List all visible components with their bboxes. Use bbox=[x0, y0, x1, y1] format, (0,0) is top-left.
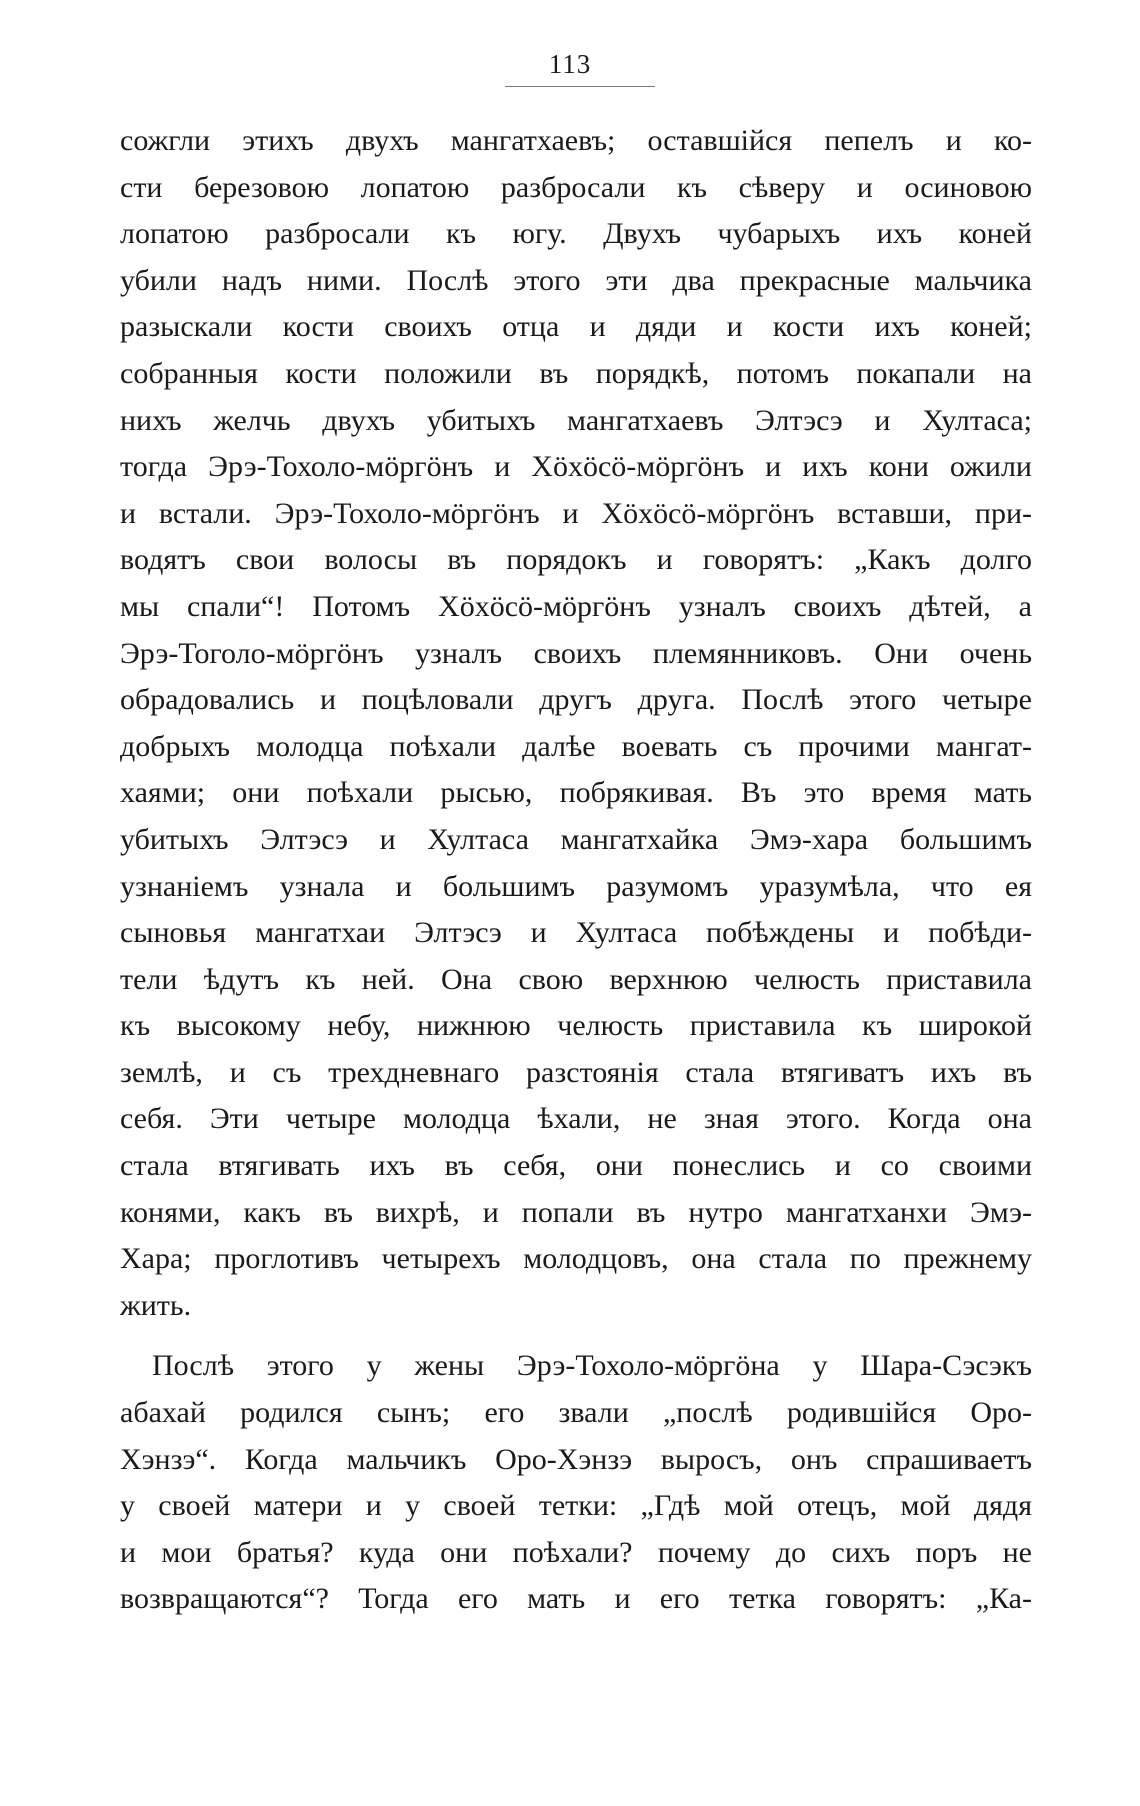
text-line: землѣ, и съ трехдневнаго разстоянія стала втягиватъ ихъ въ bbox=[120, 1055, 1032, 1089]
text-line: собранныя кости положили въ порядкѣ, потомъ покапали на bbox=[120, 356, 1032, 390]
text-line: конями, какъ въ вихрѣ, и попали въ нутро мангатханхи Эмэ- bbox=[120, 1195, 1032, 1229]
text-line: нихъ желчь двухъ убитыхъ мангатхаевъ Элтэсэ и Хултаса; bbox=[120, 403, 1032, 437]
text-line: къ высокому небу, нижнюю челюсть приставила къ широкой bbox=[120, 1009, 1032, 1043]
paragraph-gap bbox=[120, 1329, 1032, 1343]
text-line: Эрэ-Тоголо-мöргöнъ узналъ своихъ племянниковъ. Они очень bbox=[120, 636, 1032, 670]
text-line: возвращаются“? Тогда его мать и его тетка говорятъ: „Ка- bbox=[120, 1582, 1032, 1616]
text-line: хаями; они поѣхали рысью, побрякивая. Въ это время мать bbox=[120, 776, 1032, 810]
text-line: убитыхъ Элтэсэ и Хултаса мангатхайка Эмэ-хара большимъ bbox=[120, 822, 1032, 856]
text-line: Хэнзэ“. Когда мальчикъ Оро-Хэнзэ выросъ, онъ спрашиваетъ bbox=[120, 1442, 1032, 1476]
text-line: стала втягивать ихъ въ себя, они понеслись и со своими bbox=[120, 1149, 1032, 1183]
text-line: у своей матери и у своей тетки: „Гдѣ мой отецъ, мой дядя bbox=[120, 1489, 1032, 1523]
text-line: Хара; проглотивъ четырехъ молодцовъ, она стала по прежнему bbox=[120, 1242, 1032, 1276]
text-line: сыновья мангатхаи Элтэсэ и Хултаса побѣждены и побѣди- bbox=[120, 916, 1032, 950]
page-number-rule bbox=[505, 86, 655, 87]
text-line: жить. bbox=[120, 1288, 192, 1322]
text-line: водятъ свои волосы въ порядокъ и говорятъ: „Какъ долго bbox=[120, 543, 1032, 577]
text-line: добрыхъ молодца поѣхали далѣе воевать съ прочими мангат- bbox=[120, 729, 1032, 763]
text-line: себя. Эти четыре молодца ѣхали, не зная этого. Когда она bbox=[120, 1102, 1032, 1136]
text-line: тогда Эрэ-Тохоло-мöргöнъ и Хöхöсö-мöргöнъ и ихъ кони ожили bbox=[120, 450, 1032, 484]
page-number: 113 bbox=[548, 49, 592, 79]
text-line: разыскали кости своихъ отца и дяди и кости ихъ коней; bbox=[120, 310, 1032, 344]
text-line: абахай родился сынъ; его звали „послѣ родившійся Оро- bbox=[120, 1396, 1032, 1430]
text-line: лопатою разбросали къ югу. Двухъ чубарыхъ ихъ коней bbox=[120, 217, 1032, 251]
paragraph-2 bbox=[120, 1343, 1032, 1623]
text-line: тели ѣдутъ къ ней. Она свою верхнюю челюсть приставила bbox=[120, 962, 1032, 996]
text-line: мы спали“! Потомъ Хöхöсö-мöргöнъ узналъ своихъ дѣтей, а bbox=[120, 589, 1032, 623]
text-line: сти березовою лопатою разбросали къ сѣверу и осиновою bbox=[120, 170, 1032, 204]
text-body bbox=[120, 118, 1032, 1623]
text-line: и мои братья? куда они поѣхали? почему до сихъ поръ не bbox=[120, 1535, 1032, 1569]
paragraph-1 bbox=[120, 118, 1032, 1329]
text-line: Послѣ этого у жены Эрэ-Тохоло-мöргöна у Шара-Сэсэкъ bbox=[152, 1349, 1032, 1383]
text-line: сожгли этихъ двухъ мангатхаевъ; оставшійся пепелъ и ко- bbox=[120, 124, 1032, 157]
text-line: узнаніемъ узнала и большимъ разумомъ уразумѣла, что ея bbox=[120, 869, 1032, 903]
text-line: убили надъ ними. Послѣ этого эти два прекрасные мальчика bbox=[120, 263, 1032, 297]
text-line: и встали. Эрэ-Тохоло-мöргöнъ и Хöхöсö-мöргöнъ вставши, при- bbox=[120, 496, 1032, 530]
text-line: обрадовались и поцѣловали другъ друга. Послѣ этого четыре bbox=[120, 683, 1032, 717]
